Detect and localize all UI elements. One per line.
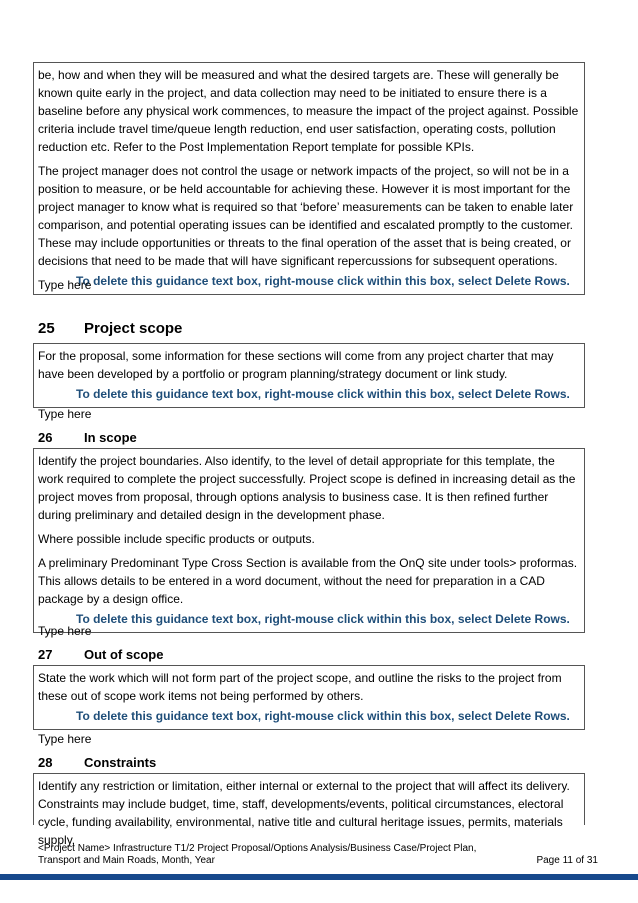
section-title: Constraints [84,755,157,770]
delete-guidance-note: To delete this guidance text box, right-mouse click within this box, select Delete Rows. [76,274,570,288]
type-here-placeholder[interactable]: Type here [38,407,92,421]
section-title: Project scope [84,320,183,337]
delete-guidance-note: To delete this guidance text box, right-mouse click within this box, select Delete Rows. [76,612,570,626]
page-footer [38,843,598,867]
guidance-paragraph: A preliminary Predominant Type Cross Section is available from the OnQ site under tools> proformas. This allows details to be entered in a word document, without the need for preparation in a CAD package by a design office. [38,556,578,606]
guidance-paragraph: be, how and when they will be measured and what the desired targets are. These will generally be known quite early in the project, and data collection may need to be initiated to ensure there is a baseline before any physical work commences, to measure the impact of the project against. Possible criteria include travel time/queue length reduction, end user satisfaction, operating costs, pollution reduction etc. Refer to the Post Implementation Report template for possible KPIs. [38,68,579,154]
guidance-box-constraints[interactable] [33,773,585,847]
guidance-paragraph: Identify the project boundaries. Also identify, to the level of detail appropriate for this template, the work required to complete the project successfully. Project scope is defined in increasing detail as the project moves from proposal, through options analysis to business case. It is then refined further during preliminary and detailed design in the development phase. [38,454,576,522]
section-title: Out of scope [84,647,164,662]
footer-bar [0,874,638,880]
guidance-paragraph: State the work which will not form part of the project scope, and outline the risks to the project from these out of scope work items not being performed by others. [38,671,562,703]
delete-guidance-note: To delete this guidance text box, right-mouse click within this box, select Delete Rows. [76,709,570,723]
section-heading-28 [38,755,156,770]
section-number: 26 [38,430,53,445]
guidance-paragraph: Identify any restriction or limitation, either internal or external to the project that will affect its delivery. Constraints may include budget, time, staff, developments/events, political circumstances, electoral cycle, funding availability, environmental, native title and cultural heritage issues, permits, materials supply, [38,779,570,847]
section-heading-27 [38,647,163,662]
delete-guidance-note: To delete this guidance text box, right-mouse click within this box, select Delete Rows. [76,387,570,401]
guidance-box-kpi[interactable] [33,62,585,295]
guidance-box-out-of-scope[interactable] [33,665,585,730]
guidance-paragraph: For the proposal, some information for these sections will come from any project charter that may have been developed by a portfolio or program planning/strategy document or link study. [38,349,554,381]
footer-project-line: <Project Name> Infrastructure T1/2 Project Proposal/Options Analysis/Business Case/Project Plan, [38,843,477,854]
guidance-box-in-scope[interactable] [33,448,585,633]
section-number: 28 [38,755,53,770]
guidance-paragraph: Where possible include specific products or outputs. [38,532,315,546]
footer-department-line: Transport and Main Roads, Month, Year [38,855,215,866]
page-number: Page 11 of 31 [536,855,598,866]
section-heading-25 [38,320,182,337]
guidance-box-project-scope[interactable] [33,343,585,408]
type-here-placeholder[interactable]: Type here [38,278,92,292]
section-number: 25 [38,320,55,337]
section-heading-26 [38,430,137,445]
section-title: In scope [84,430,137,445]
guidance-paragraph: The project manager does not control the usage or network impacts of the project, so will not be in a position to measure, or be held accountable for achieving these. However it is most important for the project manager to know what is required so that ‘before’ measurements can be taken to enable later comparison, and potential operating issues can be identified and escalated promptly to the customer. These may include opportunities or threats to the final operation of the asset that is being created, or decisions that need to be made that will have significant repercussions for subsequent operations. [38,164,574,268]
section-number: 27 [38,647,53,662]
type-here-placeholder[interactable]: Type here [38,732,92,746]
type-here-placeholder[interactable]: Type here [38,624,92,638]
